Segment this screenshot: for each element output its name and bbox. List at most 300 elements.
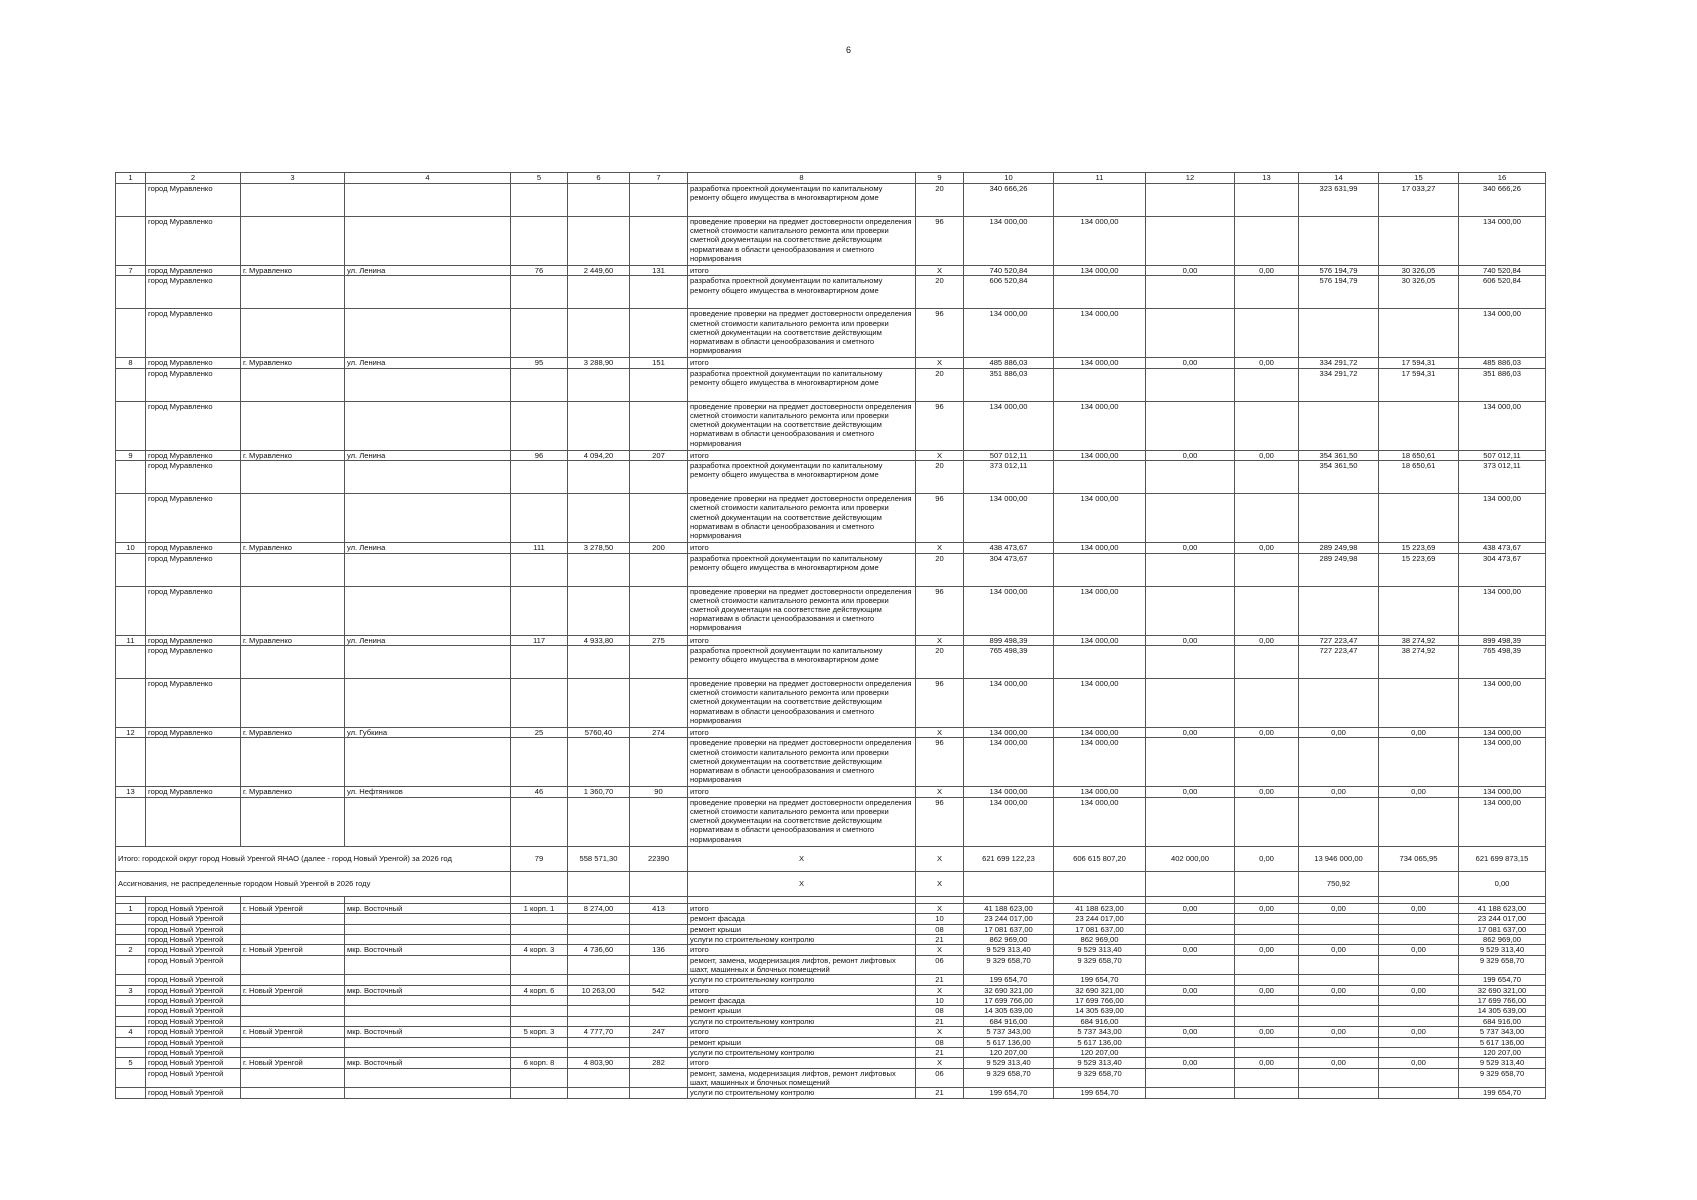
table-cell-col-2: город Муравленко (146, 184, 241, 217)
table-cell-col-10: 134 000,00 (964, 738, 1054, 787)
table-cell-col-3: г. Муравленко (241, 266, 345, 276)
table-cell-col-7 (630, 1088, 688, 1098)
table-cell-col-15 (1379, 1088, 1459, 1098)
table-cell-col-6 (568, 934, 630, 944)
table-cell-col-1 (116, 1068, 146, 1088)
table-cell-col-7: 282 (630, 1058, 688, 1068)
table-cell-col-5 (511, 996, 568, 1006)
table-cell-col-6 (568, 401, 630, 450)
table-cell-col-4: ул. Ленина (345, 266, 511, 276)
table-cell-col-5 (511, 1037, 568, 1047)
table-cell-col-3 (241, 1016, 345, 1026)
table-cell-col-3: г. Муравленко (241, 358, 345, 368)
table-cell-col-10: 41 188 623,00 (964, 903, 1054, 913)
table-cell-col-15 (1379, 996, 1459, 1006)
table-cell-col-12 (1146, 955, 1235, 975)
table-cell-col-7 (630, 645, 688, 678)
table-cell-col-6: 4 803,90 (568, 1058, 630, 1068)
total-cell: X (916, 846, 964, 871)
table-cell-col-15: 0,00 (1379, 1027, 1459, 1037)
table-cell-col-14: 323 631,99 (1299, 184, 1379, 217)
table-cell-col-12 (1146, 924, 1235, 934)
table-cell-col-3 (241, 645, 345, 678)
table-cell-col-1: 12 (116, 727, 146, 737)
table-cell-col-4 (345, 914, 511, 924)
table-cell-col-1 (116, 276, 146, 309)
table-cell-col-11: 134 000,00 (1054, 450, 1146, 460)
table-cell-col-5 (511, 401, 568, 450)
table-cell-col-14: 0,00 (1299, 945, 1379, 955)
total-cell: 734 065,95 (1379, 846, 1459, 871)
table-cell-col-16: 862 969,00 (1459, 934, 1546, 944)
table-cell-col-2: город Новый Уренгой (146, 945, 241, 955)
table-cell-col-6 (568, 1048, 630, 1058)
table-cell-col-16: 340 666,26 (1459, 184, 1546, 217)
table-cell-col-10: 9 329 658,70 (964, 1068, 1054, 1088)
table-cell-col-12: 0,00 (1146, 635, 1235, 645)
table-cell-col-15: 17 594,31 (1379, 368, 1459, 401)
table-cell-col-13 (1235, 1068, 1299, 1088)
page-number: 6 (845, 45, 851, 55)
table-cell-col-1 (116, 645, 146, 678)
table-cell-col-14: 0,00 (1299, 727, 1379, 737)
total-cell: 558 571,30 (568, 846, 630, 871)
table-cell-col-4: ул. Ленина (345, 635, 511, 645)
table-cell-col-2: город Муравленко (146, 266, 241, 276)
table-cell-col-6: 5760,40 (568, 727, 630, 737)
column-number-11: 11 (1054, 173, 1146, 184)
table-cell-col-5: 111 (511, 543, 568, 553)
table-cell-col-6: 3 288,90 (568, 358, 630, 368)
table-cell-col-10: 32 690 321,00 (964, 985, 1054, 995)
table-cell-col-2: город Муравленко (146, 358, 241, 368)
table-cell-col-5 (511, 276, 568, 309)
table-cell-col-14: 727 223,47 (1299, 645, 1379, 678)
table-cell-col-12 (1146, 401, 1235, 450)
unallocated-cell (1235, 871, 1299, 896)
table-cell-col-11: 134 000,00 (1054, 401, 1146, 450)
table-cell-col-9: X (916, 543, 964, 553)
unallocated-cell (511, 871, 568, 896)
table-cell-col-7 (630, 184, 688, 217)
table-cell-col-10: 899 498,39 (964, 635, 1054, 645)
column-number-16: 16 (1459, 173, 1546, 184)
table-cell-col-12 (1146, 586, 1235, 635)
table-cell-col-16: 199 654,70 (1459, 975, 1546, 985)
table-row (116, 996, 1546, 1006)
table-cell-col-16: 134 000,00 (1459, 738, 1546, 787)
table-cell-col-15 (1379, 1037, 1459, 1047)
column-number-5: 5 (511, 173, 568, 184)
table-cell-col-13 (1235, 797, 1299, 846)
table-cell-col-5 (511, 553, 568, 586)
table-cell-col-5: 6 корп. 8 (511, 1058, 568, 1068)
table-cell-col-15 (1379, 401, 1459, 450)
table-cell-col-12: 0,00 (1146, 787, 1235, 797)
table-row (116, 914, 1546, 924)
table-cell-col-1 (116, 914, 146, 924)
table-cell-col-16: 9 529 313,40 (1459, 1058, 1546, 1068)
table-cell-col-9: 96 (916, 494, 964, 543)
table-cell-col-5 (511, 368, 568, 401)
table-cell-col-9: 20 (916, 553, 964, 586)
table-cell-col-5 (511, 678, 568, 727)
table-cell-col-1 (116, 1037, 146, 1047)
table-cell-col-11: 134 000,00 (1054, 309, 1146, 358)
table-cell-col-13: 0,00 (1235, 543, 1299, 553)
table-cell-col-6 (568, 1006, 630, 1016)
table-cell-col-14 (1299, 678, 1379, 727)
table-cell-col-6 (568, 1088, 630, 1098)
table-cell-col-10: 9 529 313,40 (964, 945, 1054, 955)
table-cell-col-8: ремонт фасада (688, 914, 916, 924)
table-cell-col-7: 542 (630, 985, 688, 995)
spacer-row (116, 896, 1546, 903)
table-cell-col-5 (511, 184, 568, 217)
table-row (116, 1048, 1546, 1058)
table-cell-col-11: 134 000,00 (1054, 217, 1146, 266)
table-cell-col-6 (568, 996, 630, 1006)
table-cell-col-13: 0,00 (1235, 787, 1299, 797)
table-cell-col-1: 13 (116, 787, 146, 797)
table-cell-col-12 (1146, 975, 1235, 985)
table-cell-col-6: 3 278,50 (568, 543, 630, 553)
table-cell-col-3 (241, 1006, 345, 1016)
table-cell-col-2: город Муравленко (146, 586, 241, 635)
table-cell-col-2: город Новый Уренгой (146, 1006, 241, 1016)
table-cell-col-14: 334 291,72 (1299, 358, 1379, 368)
table-cell-col-14 (1299, 401, 1379, 450)
table-cell-col-15: 0,00 (1379, 1058, 1459, 1068)
table-cell-col-6 (568, 276, 630, 309)
table-cell-col-4 (345, 738, 511, 787)
table-cell-col-14 (1299, 955, 1379, 975)
table-cell-col-9: 08 (916, 1006, 964, 1016)
table-cell-col-9: 20 (916, 184, 964, 217)
table-cell-col-1 (116, 184, 146, 217)
table-cell-col-14: 289 249,98 (1299, 553, 1379, 586)
table-cell-col-16: 765 498,39 (1459, 645, 1546, 678)
total-cell: 402 000,00 (1146, 846, 1235, 871)
table-cell-col-3 (241, 368, 345, 401)
table-cell-col-13 (1235, 553, 1299, 586)
table-cell-col-3 (241, 975, 345, 985)
table-row (116, 450, 1546, 460)
table-cell-col-15: 17 594,31 (1379, 358, 1459, 368)
table-cell-col-11: 684 916,00 (1054, 1016, 1146, 1026)
table-cell-col-10: 120 207,00 (964, 1048, 1054, 1058)
table-cell-col-8: итого (688, 266, 916, 276)
table-cell-col-12 (1146, 934, 1235, 944)
table-cell-col-12: 0,00 (1146, 945, 1235, 955)
table-cell-col-3: г. Муравленко (241, 727, 345, 737)
table-row (116, 494, 1546, 543)
column-number-header (116, 173, 1546, 184)
table-cell-col-13: 0,00 (1235, 985, 1299, 995)
table-cell-col-6 (568, 975, 630, 985)
table-cell-col-1 (116, 1006, 146, 1016)
table-cell-col-5 (511, 934, 568, 944)
total-cell: 79 (511, 846, 568, 871)
table-cell-col-3 (241, 924, 345, 934)
table-cell-col-16: 134 000,00 (1459, 727, 1546, 737)
table-cell-col-9: 21 (916, 1088, 964, 1098)
table-cell-col-8: разработка проектной документации по капитальному ремонту общего имущества в многоквартирном доме (688, 645, 916, 678)
table-cell-col-14 (1299, 738, 1379, 787)
table-cell-col-4 (345, 217, 511, 266)
table-cell-col-9: 96 (916, 586, 964, 635)
table-cell-col-15 (1379, 678, 1459, 727)
table-cell-col-12 (1146, 494, 1235, 543)
table-cell-col-9: 20 (916, 276, 964, 309)
table-cell-col-10: 684 916,00 (964, 1016, 1054, 1026)
table-cell-col-2: город Муравленко (146, 401, 241, 450)
table-cell-col-11 (1054, 276, 1146, 309)
table-row (116, 738, 1546, 787)
table-cell-col-2: город Муравленко (146, 217, 241, 266)
table-cell-col-12: 0,00 (1146, 1027, 1235, 1037)
table-cell-col-15 (1379, 738, 1459, 787)
table-cell-col-13 (1235, 1006, 1299, 1016)
table-cell-col-12: 0,00 (1146, 450, 1235, 460)
table-cell-col-7 (630, 401, 688, 450)
table-cell-col-7: 207 (630, 450, 688, 460)
table-cell-col-2: город Муравленко (146, 787, 241, 797)
table-cell-col-2: город Новый Уренгой (146, 903, 241, 913)
table-cell-col-3 (241, 797, 345, 846)
table-cell-col-15: 38 274,92 (1379, 645, 1459, 678)
table-cell-col-1: 4 (116, 1027, 146, 1037)
total-cell: X (688, 846, 916, 871)
table-cell-col-3: г. Муравленко (241, 787, 345, 797)
table-row (116, 903, 1546, 913)
table-cell-col-6 (568, 1068, 630, 1088)
table-cell-col-10: 606 520,84 (964, 276, 1054, 309)
table-cell-col-10: 134 000,00 (964, 678, 1054, 727)
table-cell-col-12 (1146, 996, 1235, 1006)
table-cell-col-9: 96 (916, 401, 964, 450)
table-cell-col-12 (1146, 461, 1235, 494)
table-cell-col-9: 08 (916, 924, 964, 934)
table-cell-col-2: город Новый Уренгой (146, 985, 241, 995)
table-cell-col-14: 0,00 (1299, 787, 1379, 797)
table-cell-col-12: 0,00 (1146, 727, 1235, 737)
table-cell-col-7: 151 (630, 358, 688, 368)
table-cell-col-3 (241, 1088, 345, 1098)
table-cell-col-6 (568, 184, 630, 217)
table-cell-col-2: город Новый Уренгой (146, 1058, 241, 1068)
table-cell-col-11: 23 244 017,00 (1054, 914, 1146, 924)
table-cell-col-6 (568, 1016, 630, 1026)
table-cell-col-13 (1235, 1037, 1299, 1047)
table-cell-col-9: X (916, 635, 964, 645)
table-cell-col-16: 17 081 637,00 (1459, 924, 1546, 934)
table-cell-col-11: 134 000,00 (1054, 586, 1146, 635)
table-cell-col-4: ул. Нефтяников (345, 787, 511, 797)
table-row (116, 184, 1546, 217)
table-cell-col-8: проведение проверки на предмет достоверности определения сметной стоимости капитального ремонта или проверки сметной документации на соответствие действующим нормативам в области ценообразования и сметного нормирования (688, 401, 916, 450)
table-cell-col-4 (345, 955, 511, 975)
table-cell-col-7 (630, 914, 688, 924)
table-cell-col-11 (1054, 461, 1146, 494)
table-cell-col-3 (241, 1068, 345, 1088)
table-cell-col-1 (116, 1048, 146, 1058)
table-cell-col-16: 134 000,00 (1459, 494, 1546, 543)
table-cell-col-11: 32 690 321,00 (1054, 985, 1146, 995)
table-cell-col-13: 0,00 (1235, 903, 1299, 913)
table-cell-col-10: 485 886,03 (964, 358, 1054, 368)
table-cell-col-7 (630, 309, 688, 358)
table-cell-col-13 (1235, 586, 1299, 635)
table-cell-col-9: X (916, 266, 964, 276)
table-cell-col-4 (345, 678, 511, 727)
table-cell-col-9: 21 (916, 975, 964, 985)
table-cell-col-2: город Новый Уренгой (146, 1027, 241, 1037)
table-cell-col-1 (116, 797, 146, 846)
table-cell-col-4 (345, 996, 511, 1006)
unallocated-row (116, 871, 1546, 896)
table-cell-col-5 (511, 645, 568, 678)
table-cell-col-15 (1379, 924, 1459, 934)
table-cell-col-16: 373 012,11 (1459, 461, 1546, 494)
table-cell-col-3 (241, 1037, 345, 1047)
table-cell-col-5 (511, 1016, 568, 1026)
table-cell-col-12 (1146, 1088, 1235, 1098)
table-row (116, 934, 1546, 944)
table-cell-col-1 (116, 401, 146, 450)
table-cell-col-16: 304 473,67 (1459, 553, 1546, 586)
table-cell-col-11: 14 305 639,00 (1054, 1006, 1146, 1016)
table-cell-col-11: 120 207,00 (1054, 1048, 1146, 1058)
table-row (116, 797, 1546, 846)
table-cell-col-1 (116, 1016, 146, 1026)
table-cell-col-7: 274 (630, 727, 688, 737)
table-cell-col-8: проведение проверки на предмет достоверности определения сметной стоимости капитального ремонта или проверки сметной документации на соответствие действующим нормативам в области ценообразования и сметного нормирования (688, 797, 916, 846)
table-cell-col-15 (1379, 914, 1459, 924)
table-cell-col-4 (345, 1016, 511, 1026)
table-cell-col-4 (345, 401, 511, 450)
table-cell-col-7 (630, 934, 688, 944)
table-cell-col-13: 0,00 (1235, 945, 1299, 955)
table-cell-col-15: 0,00 (1379, 945, 1459, 955)
table-cell-col-14 (1299, 797, 1379, 846)
table-cell-col-16: 23 244 017,00 (1459, 914, 1546, 924)
table-cell-col-14 (1299, 934, 1379, 944)
table-cell-col-13 (1235, 217, 1299, 266)
total-cell: 0,00 (1235, 846, 1299, 871)
table-cell-col-1: 3 (116, 985, 146, 995)
table-cell-col-5: 76 (511, 266, 568, 276)
table-cell-col-9: X (916, 985, 964, 995)
table-cell-col-6 (568, 494, 630, 543)
table-cell-col-6 (568, 1037, 630, 1047)
table-cell-col-9: 21 (916, 934, 964, 944)
table-cell-col-16: 351 886,03 (1459, 368, 1546, 401)
table-row (116, 461, 1546, 494)
table-cell-col-13 (1235, 975, 1299, 985)
table-cell-col-4: мкр. Восточный (345, 1027, 511, 1037)
table-cell-col-12 (1146, 1068, 1235, 1088)
table-cell-col-7 (630, 1068, 688, 1088)
table-cell-col-9: X (916, 945, 964, 955)
table-cell-col-12 (1146, 184, 1235, 217)
table-cell-col-12: 0,00 (1146, 903, 1235, 913)
table-cell-col-12: 0,00 (1146, 985, 1235, 995)
table-cell-col-10: 134 000,00 (964, 494, 1054, 543)
table-cell-col-3 (241, 738, 345, 787)
table-cell-col-4 (345, 276, 511, 309)
table-cell-col-3: г. Новый Уренгой (241, 985, 345, 995)
table-cell-col-5 (511, 1006, 568, 1016)
table-cell-col-14: 354 361,50 (1299, 450, 1379, 460)
table-cell-col-11: 17 081 637,00 (1054, 924, 1146, 934)
table-cell-col-5 (511, 461, 568, 494)
table-cell-col-13 (1235, 368, 1299, 401)
table-cell-col-5 (511, 217, 568, 266)
column-number-7: 7 (630, 173, 688, 184)
table-cell-col-6 (568, 586, 630, 635)
table-cell-col-15 (1379, 309, 1459, 358)
table-cell-col-5: 25 (511, 727, 568, 737)
table-row (116, 1088, 1546, 1098)
table-cell-col-11 (1054, 645, 1146, 678)
unallocated-cell (1146, 871, 1235, 896)
table-cell-col-8: проведение проверки на предмет достоверности определения сметной стоимости капитального ремонта или проверки сметной документации на соответствие действующим нормативам в области ценообразования и сметного нормирования (688, 586, 916, 635)
table-cell-col-10: 9 329 658,70 (964, 955, 1054, 975)
table-cell-col-13 (1235, 1088, 1299, 1098)
column-number-1: 1 (116, 173, 146, 184)
table-cell-col-1 (116, 738, 146, 787)
table-cell-col-3 (241, 276, 345, 309)
table-cell-col-15 (1379, 1048, 1459, 1058)
table-cell-col-12 (1146, 1006, 1235, 1016)
table-row (116, 1037, 1546, 1047)
table-cell-col-3 (241, 494, 345, 543)
table-cell-col-1: 1 (116, 903, 146, 913)
table-cell-col-3 (241, 914, 345, 924)
table-cell-col-11 (1054, 184, 1146, 217)
table-cell-col-7 (630, 924, 688, 934)
table-cell-col-12 (1146, 1037, 1235, 1047)
table-cell-col-15: 17 033,27 (1379, 184, 1459, 217)
table-cell-col-11 (1054, 553, 1146, 586)
table-cell-col-5 (511, 494, 568, 543)
table-cell-col-6: 4 933,80 (568, 635, 630, 645)
table-cell-col-13 (1235, 494, 1299, 543)
table-cell-col-9: X (916, 787, 964, 797)
table-cell-col-16: 9 529 313,40 (1459, 945, 1546, 955)
table-cell-col-1 (116, 461, 146, 494)
table-cell-col-6 (568, 645, 630, 678)
table-cell-col-4 (345, 1006, 511, 1016)
table-cell-col-16: 684 916,00 (1459, 1016, 1546, 1026)
table-cell-col-3: г. Новый Уренгой (241, 1058, 345, 1068)
table-cell-col-11: 199 654,70 (1054, 975, 1146, 985)
table-cell-col-5 (511, 738, 568, 787)
table-cell-col-1 (116, 309, 146, 358)
table-cell-col-10: 740 520,84 (964, 266, 1054, 276)
table-row (116, 787, 1546, 797)
table-row (116, 645, 1546, 678)
table-cell-col-8: итого (688, 450, 916, 460)
table-cell-col-8: итого (688, 1058, 916, 1068)
table-cell-col-3 (241, 401, 345, 450)
table-cell-col-10: 304 473,67 (964, 553, 1054, 586)
table-cell-col-16: 134 000,00 (1459, 787, 1546, 797)
table-cell-col-3: г. Муравленко (241, 635, 345, 645)
table-cell-col-5 (511, 955, 568, 975)
table-cell-col-5 (511, 1048, 568, 1058)
